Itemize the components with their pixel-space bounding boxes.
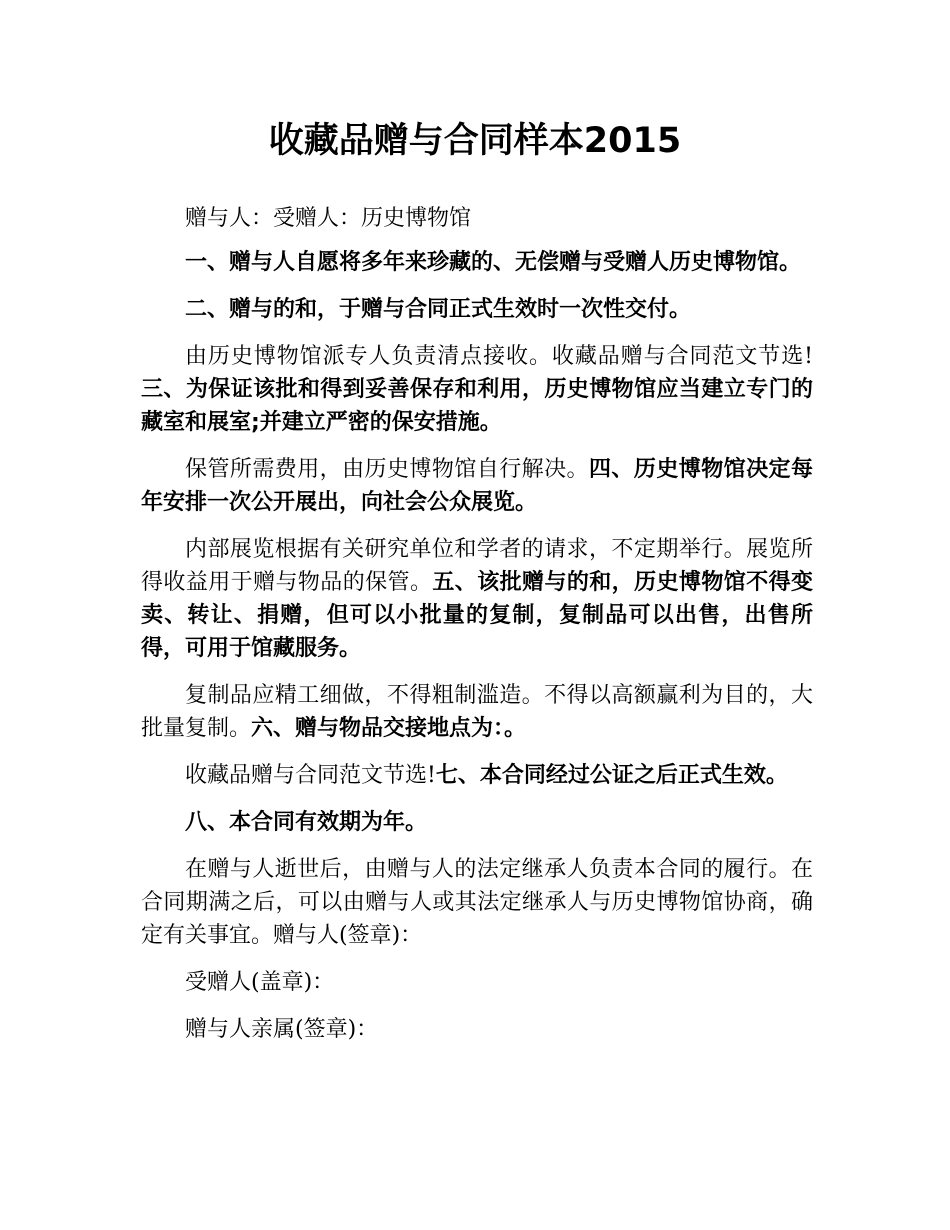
paragraph-text: 赠与人亲属(签章)： (185, 1017, 379, 1042)
parties-line (141, 202, 813, 235)
document-title: 收藏品赠与合同样本2015 (268, 121, 682, 161)
clause-3 (141, 340, 813, 439)
clause-4 (141, 453, 813, 519)
clause-text: 一、赠与人自愿将多年来珍藏的、无偿赠与受赠人历史博物馆。 (185, 250, 802, 275)
clause-2 (141, 293, 813, 326)
clause-text: 三、为保证该批和得到妥善保存和利用，历史博物馆应当建立专门的藏室和展室;并建立严密的保安措施。 (141, 377, 813, 435)
paragraph-text: 由历史博物馆派专人负责清点接收。收藏品赠与合同范文节选! (185, 344, 813, 369)
clause-5 (141, 533, 813, 665)
relative-signature-line (141, 1013, 813, 1046)
document-body (141, 202, 813, 1060)
clause-text: 六、赠与物品交接地点为：。 (251, 716, 527, 741)
clause-text: 七、本合同经过公证之后正式生效。 (435, 763, 788, 788)
clause-text: 八、本合同有效期为年。 (185, 810, 428, 835)
clause-8 (141, 806, 813, 839)
paragraph-text: 在赠与人逝世后，由赠与人的法定继承人负责本合同的履行。在合同期满之后，可以由赠与人或其法定继承人与历史博物馆协商，确定有关事宜。赠与人(签章)： (141, 857, 813, 948)
clause-6 (141, 679, 813, 745)
succession-paragraph (141, 853, 813, 952)
clause-text: 二、赠与的和，于赠与合同正式生效时一次性交付。 (185, 297, 692, 322)
paragraph-text: 复制品应精工细做，不得粗制滥造。不得以高额赢利为目的，大批量复制。 (141, 683, 813, 741)
paragraph-text: 赠与人：受赠人：历史博物馆 (185, 206, 472, 231)
paragraph-text: 保管所需费用，由历史博物馆自行解决。 (185, 457, 589, 482)
paragraph-text: 受赠人(盖章)： (185, 970, 335, 995)
clause-text: 四、历史博物馆决定每年安排一次公开展出，向社会公众展览。 (141, 457, 813, 515)
paragraph-text: 收藏品赠与合同范文节选! (185, 763, 436, 788)
clause-7 (141, 759, 813, 792)
paragraph-text: 内部展览根据有关研究单位和学者的请求，不定期举行。展览所得收益用于赠与物品的保管。 (141, 537, 813, 595)
recipient-signature-line (141, 966, 813, 999)
clause-text: 五、该批赠与的和，历史博物馆不得变卖、转让、捐赠，但可以小批量的复制，复制品可以出售，出售所得，可用于馆藏服务。 (141, 570, 813, 661)
clause-1 (141, 246, 813, 279)
